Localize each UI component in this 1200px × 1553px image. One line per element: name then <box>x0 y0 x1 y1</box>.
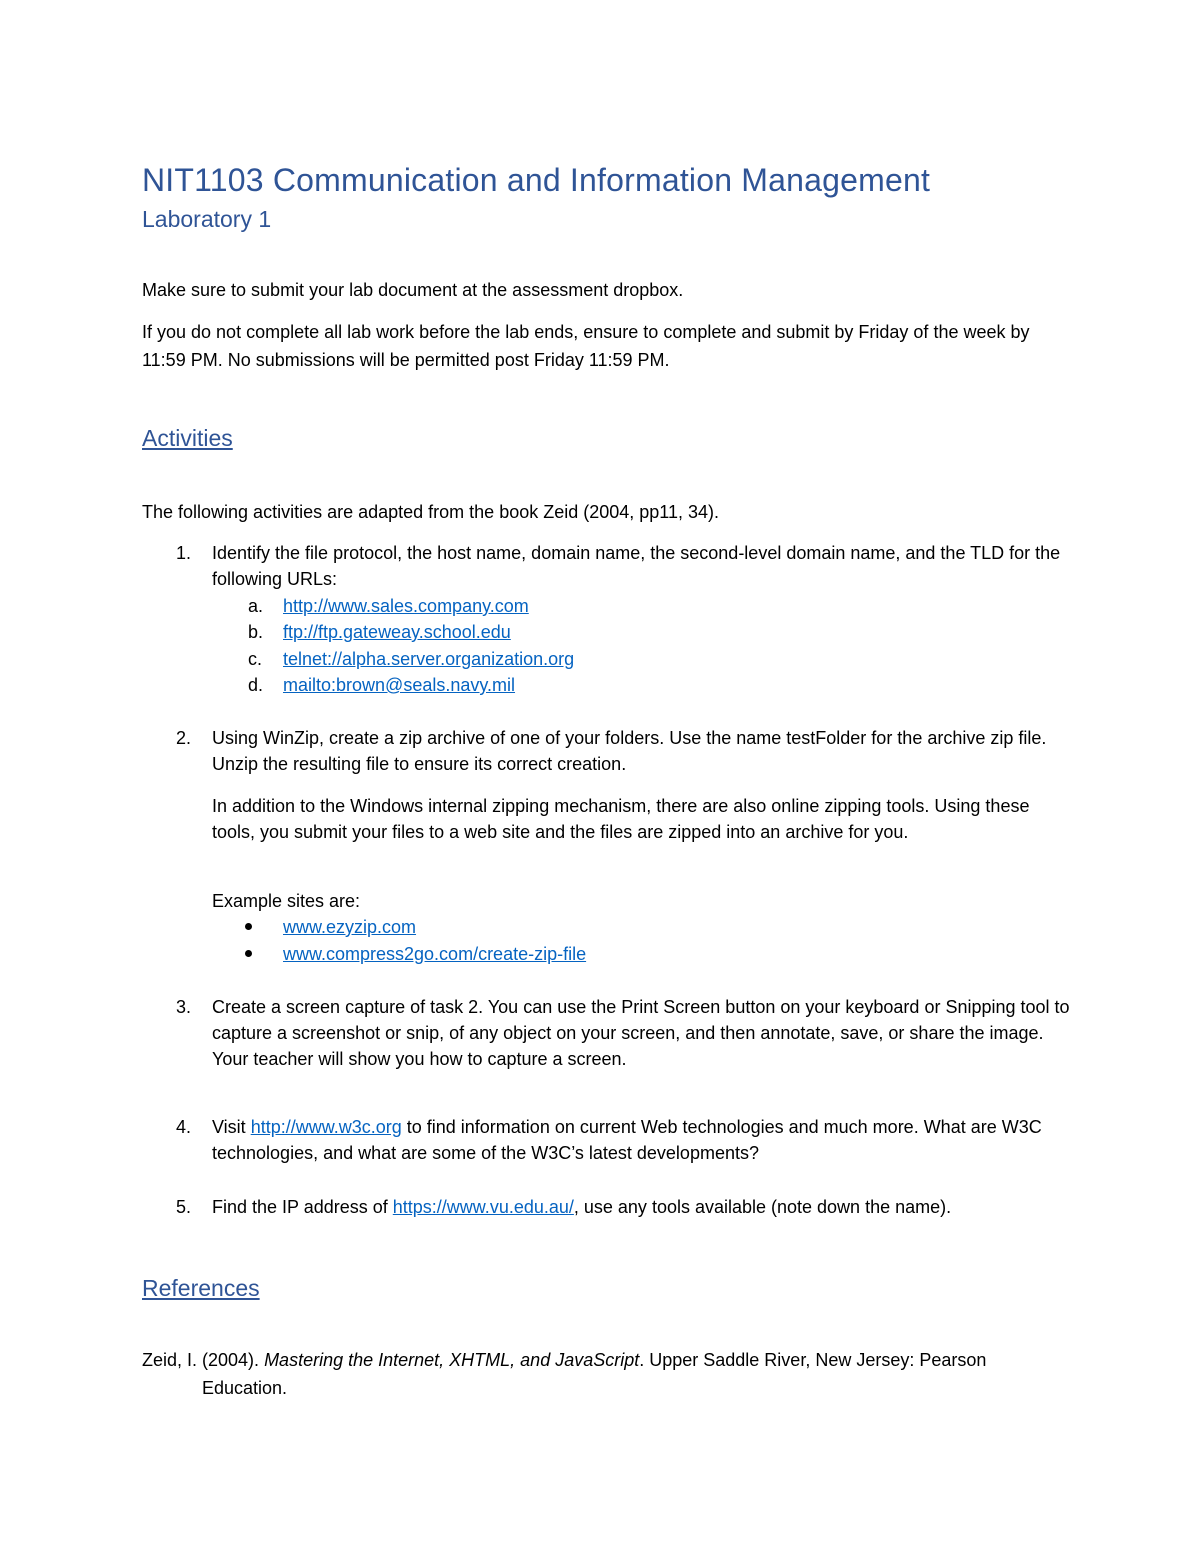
activities-heading: Activities <box>142 425 233 451</box>
w3c-link[interactable]: http://www.w3c.org <box>250 1117 402 1137</box>
item-1-text: Identify the file protocol, the host name, domain name, the second-level domain name, and the TLD for the following URLs: <box>212 543 1061 589</box>
references-heading: References <box>142 1275 260 1301</box>
item-5-text <box>212 1194 1072 1220</box>
vu-link[interactable]: https://www.vu.edu.au/ <box>392 1197 574 1217</box>
item-2-number: 2. <box>176 728 192 748</box>
item-2-text: Using WinZip, create a zip archive of one of your folders. Use the name testFolder for the archive zip file. Unzip the resulting file to ensure its correct creation. <box>212 728 1047 774</box>
compress2go-link[interactable]: www.compress2go.com/create-zip-file <box>283 944 587 964</box>
url-d-letter: d. <box>248 675 264 695</box>
intro-paragraph-1: Make sure to submit your lab document at the assessment dropbox. <box>142 280 684 300</box>
item-4-text <box>212 1114 1072 1166</box>
item-5-prefix: Find the IP address of <box>212 1197 393 1217</box>
example-sites-label: Example sites are: <box>212 891 361 911</box>
item-2-paragraph: In addition to the Windows internal zipping mechanism, there are also online zipping tools. Using these tools, you submit your files to a web site and the files are zipped into an archive for you. <box>212 796 1030 842</box>
url-a-letter: a. <box>248 596 264 616</box>
item-3-number: 3. <box>176 997 192 1017</box>
reference-author: Zeid, I. (2004). <box>142 1350 265 1370</box>
url-c-letter: c. <box>248 649 263 669</box>
reference-publisher: . Upper Saddle River, New Jersey: Pearson Education. <box>202 1350 987 1398</box>
ezyzip-link[interactable]: www.ezyzip.com <box>283 917 417 937</box>
url-c-link[interactable]: telnet://alpha.server.organization.org <box>283 649 575 669</box>
bullet-dot-icon <box>245 923 252 930</box>
document-title: NIT1103 Communication and Information Management <box>142 162 931 198</box>
url-d-link[interactable]: mailto:brown@seals.navy.mil <box>283 675 516 695</box>
document-subtitle: Laboratory 1 <box>142 206 272 232</box>
item-1-number: 1. <box>176 543 192 563</box>
item-3-text: Create a screen capture of task 2. You can use the Print Screen button on your keyboard or Snipping tool to capture a screenshot or snip, of any object on your screen, and then annotate, save, or share the image. Your teacher will show you how to capture a screen. <box>212 997 1070 1069</box>
url-b-link[interactable]: ftp://ftp.gateweay.school.edu <box>283 622 511 642</box>
url-b-letter: b. <box>248 622 264 642</box>
item-4-prefix: Visit <box>212 1117 251 1137</box>
item-5-number: 5. <box>176 1197 192 1217</box>
intro-paragraph-2: If you do not complete all lab work before the lab ends, ensure to complete and submit by Friday of the week by 11:59 PM. No submissions will be permitted post Friday 11:59 PM. <box>142 322 1030 370</box>
reference-book-title: Mastering the Internet, XHTML, and JavaScript <box>264 1350 640 1370</box>
item-4-number: 4. <box>176 1117 192 1137</box>
reference-entry <box>142 1346 1062 1402</box>
url-a-link[interactable]: http://www.sales.company.com <box>283 596 529 616</box>
activities-lead: The following activities are adapted from the book Zeid (2004, pp11, 34). <box>142 502 720 522</box>
bullet-dot-icon <box>245 950 252 957</box>
item-4-suffix: to find information on current Web technologies and much more. What are W3C technologies, and what are some of the W3C’s latest developments? <box>212 1117 1042 1163</box>
item-5-suffix: , use any tools available (note down the name). <box>573 1197 952 1217</box>
